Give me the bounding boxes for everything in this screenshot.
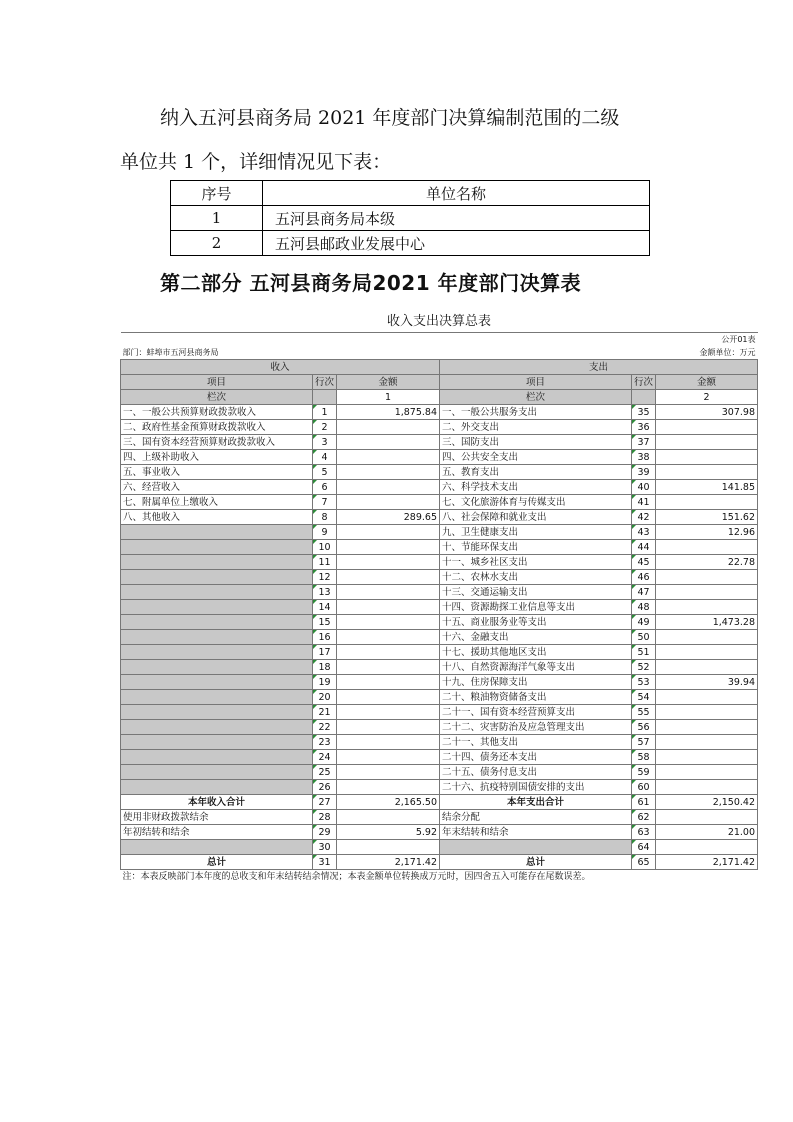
expense-amount: 151.62 <box>656 510 758 525</box>
income-line-no: 28 <box>313 810 337 825</box>
income-expense-table <box>120 310 758 884</box>
expense-amount: 141.85 <box>656 480 758 495</box>
expense-amount <box>656 720 758 735</box>
expense-item: 结余分配 <box>440 810 632 825</box>
income-line-no: 2 <box>313 420 337 435</box>
expense-line-no: 36 <box>632 420 656 435</box>
expense-amount <box>656 420 758 435</box>
income-item <box>121 840 313 855</box>
table-row <box>121 615 758 630</box>
expense-line-no: 47 <box>632 585 656 600</box>
income-amount <box>337 540 440 555</box>
table-row <box>121 690 758 705</box>
income-item <box>121 615 313 630</box>
table-row <box>121 435 758 450</box>
income-line-no: 3 <box>313 435 337 450</box>
expense-line-no: 49 <box>632 615 656 630</box>
expense-item: 七、文化旅游体育与传媒支出 <box>440 495 632 510</box>
income-line-no: 12 <box>313 570 337 585</box>
income-line-no: 11 <box>313 555 337 570</box>
expense-item: 十三、交通运输支出 <box>440 585 632 600</box>
units-header-name: 单位名称 <box>263 181 650 206</box>
intro-line-2: 单位共 1 个，详细情况见下表： <box>120 151 392 173</box>
table-row <box>121 600 758 615</box>
expense-item: 二、外交支出 <box>440 420 632 435</box>
col-lanci: 栏次 <box>121 390 313 405</box>
col-item: 项目 <box>121 375 313 390</box>
col-blank <box>632 390 656 405</box>
unit-name: 五河县邮政业发展中心 <box>263 231 650 256</box>
income-item: 六、经营收入 <box>121 480 313 495</box>
income-item <box>121 585 313 600</box>
expense-amount <box>656 780 758 795</box>
income-amount <box>337 705 440 720</box>
expense-item: 三、国防支出 <box>440 435 632 450</box>
income-amount <box>337 660 440 675</box>
income-item: 年初结转和结余 <box>121 825 313 840</box>
table-row <box>121 495 758 510</box>
expense-line-no: 55 <box>632 705 656 720</box>
expense-amount <box>656 735 758 750</box>
income-amount <box>337 690 440 705</box>
total-row <box>121 855 758 870</box>
total-row <box>121 825 758 840</box>
expense-amount <box>656 750 758 765</box>
income-amount <box>337 555 440 570</box>
income-line-no: 23 <box>313 735 337 750</box>
col-blank <box>313 390 337 405</box>
income-line-no: 29 <box>313 825 337 840</box>
expense-line-no: 52 <box>632 660 656 675</box>
table-row <box>121 525 758 540</box>
income-line-no: 31 <box>313 855 337 870</box>
expense-line-no: 62 <box>632 810 656 825</box>
income-amount <box>337 645 440 660</box>
income-line-no: 24 <box>313 750 337 765</box>
income-amount <box>337 570 440 585</box>
income-amount <box>337 765 440 780</box>
col-index-1: 1 <box>337 390 440 405</box>
expense-line-no: 59 <box>632 765 656 780</box>
expense-amount: 22.78 <box>656 555 758 570</box>
income-item <box>121 690 313 705</box>
income-line-no: 13 <box>313 585 337 600</box>
table-row <box>121 720 758 735</box>
expense-amount <box>656 660 758 675</box>
income-amount <box>337 615 440 630</box>
expense-line-no: 41 <box>632 495 656 510</box>
expense-item: 二十一、其他支出 <box>440 735 632 750</box>
table-row <box>121 450 758 465</box>
expense-amount <box>656 705 758 720</box>
expense-line-no: 63 <box>632 825 656 840</box>
income-item: 总计 <box>121 855 313 870</box>
expense-item: 十五、商业服务业等支出 <box>440 615 632 630</box>
expense-amount <box>656 495 758 510</box>
expense-line-no: 64 <box>632 840 656 855</box>
income-amount: 289.65 <box>337 510 440 525</box>
units-table <box>170 180 650 256</box>
income-line-no: 18 <box>313 660 337 675</box>
unit-no: 1 <box>171 206 263 231</box>
income-line-no: 25 <box>313 765 337 780</box>
table-row <box>121 660 758 675</box>
intro-paragraph <box>120 96 680 184</box>
col-amount: 金额 <box>656 375 758 390</box>
expense-item: 年末结转和结余 <box>440 825 632 840</box>
income-amount <box>337 840 440 855</box>
expense-item: 六、科学技术支出 <box>440 480 632 495</box>
expense-amount <box>656 600 758 615</box>
income-amount <box>337 750 440 765</box>
expense-line-no: 57 <box>632 735 656 750</box>
income-amount <box>337 480 440 495</box>
income-amount: 5.92 <box>337 825 440 840</box>
income-amount <box>337 525 440 540</box>
table-row <box>121 570 758 585</box>
income-item <box>121 540 313 555</box>
income-item: 四、上级补助收入 <box>121 450 313 465</box>
expense-amount <box>656 450 758 465</box>
expense-amount <box>656 570 758 585</box>
expense-line-no: 51 <box>632 645 656 660</box>
units-table-header <box>171 181 650 206</box>
table-row <box>121 540 758 555</box>
income-item <box>121 600 313 615</box>
expense-amount <box>656 630 758 645</box>
total-row <box>121 840 758 855</box>
expense-line-no: 61 <box>632 795 656 810</box>
income-amount: 2,165.50 <box>337 795 440 810</box>
expense-line-no: 37 <box>632 435 656 450</box>
col-line: 行次 <box>313 375 337 390</box>
table-row <box>121 480 758 495</box>
income-amount <box>337 420 440 435</box>
expense-amount: 1,473.28 <box>656 615 758 630</box>
income-item: 三、国有资本经营预算财政拨款收入 <box>121 435 313 450</box>
table-row <box>171 231 650 256</box>
report-dept: 部门：蚌埠市五河县商务局 <box>122 348 219 357</box>
income-amount: 1,875.84 <box>337 405 440 420</box>
expense-line-no: 40 <box>632 480 656 495</box>
table-row <box>121 555 758 570</box>
expense-amount <box>656 435 758 450</box>
income-line-no: 17 <box>313 645 337 660</box>
income-amount <box>337 720 440 735</box>
income-item: 本年收入合计 <box>121 795 313 810</box>
income-line-no: 19 <box>313 675 337 690</box>
expense-line-no: 53 <box>632 675 656 690</box>
income-item <box>121 720 313 735</box>
expense-item: 二十四、债务还本支出 <box>440 750 632 765</box>
expense-item: 十、节能环保支出 <box>440 540 632 555</box>
report-code: 公开01表 <box>721 335 756 344</box>
expense-item <box>440 840 632 855</box>
income-amount <box>337 450 440 465</box>
total-row <box>121 795 758 810</box>
table-row <box>121 780 758 795</box>
income-item <box>121 555 313 570</box>
expense-amount <box>656 465 758 480</box>
expense-line-no: 43 <box>632 525 656 540</box>
expense-amount <box>656 690 758 705</box>
income-amount <box>337 780 440 795</box>
expense-item: 二十二、灾害防治及应急管理支出 <box>440 720 632 735</box>
income-line-no: 26 <box>313 780 337 795</box>
table-row <box>121 765 758 780</box>
income-line-no: 5 <box>313 465 337 480</box>
expense-line-no: 48 <box>632 600 656 615</box>
expense-item: 二十六、抗疫特别国债安排的支出 <box>440 780 632 795</box>
income-line-no: 6 <box>313 480 337 495</box>
income-item: 二、政府性基金预算财政拨款收入 <box>121 420 313 435</box>
expense-item: 本年支出合计 <box>440 795 632 810</box>
expense-line-no: 56 <box>632 720 656 735</box>
expense-line-no: 60 <box>632 780 656 795</box>
report-title: 收入支出决算总表 <box>121 310 758 333</box>
expense-item: 二十五、债务付息支出 <box>440 765 632 780</box>
income-line-no: 10 <box>313 540 337 555</box>
income-line-no: 9 <box>313 525 337 540</box>
col-index-2: 2 <box>656 390 758 405</box>
expense-item: 十二、农林水支出 <box>440 570 632 585</box>
expense-line-no: 65 <box>632 855 656 870</box>
income-item: 五、事业收入 <box>121 465 313 480</box>
income-line-no: 20 <box>313 690 337 705</box>
expense-line-no: 46 <box>632 570 656 585</box>
expense-item: 十一、城乡社区支出 <box>440 555 632 570</box>
income-line-no: 14 <box>313 600 337 615</box>
income-header: 收入 <box>121 360 440 375</box>
expense-item: 十四、资源勘探工业信息等支出 <box>440 600 632 615</box>
total-row <box>121 810 758 825</box>
intro-line-1: 纳入五河县商务局 2021 年度部门决算编制范围的二级 <box>160 107 620 129</box>
income-amount <box>337 630 440 645</box>
income-line-no: 8 <box>313 510 337 525</box>
income-amount <box>337 810 440 825</box>
unit-no: 2 <box>171 231 263 256</box>
income-item <box>121 705 313 720</box>
expense-line-no: 42 <box>632 510 656 525</box>
table-row <box>121 420 758 435</box>
income-item: 使用非财政拨款结余 <box>121 810 313 825</box>
income-amount <box>337 735 440 750</box>
unit-name: 五河县商务局本级 <box>263 206 650 231</box>
expense-amount <box>656 765 758 780</box>
expense-amount <box>656 585 758 600</box>
income-line-no: 7 <box>313 495 337 510</box>
section-title: 第二部分 五河县商务局2021 年度部门决算表 <box>160 271 582 295</box>
income-line-no: 4 <box>313 450 337 465</box>
expense-line-no: 44 <box>632 540 656 555</box>
table-row <box>121 465 758 480</box>
table-row <box>121 735 758 750</box>
expense-item: 十六、金融支出 <box>440 630 632 645</box>
income-item: 八、其他收入 <box>121 510 313 525</box>
expense-item: 十八、自然资源海洋气象等支出 <box>440 660 632 675</box>
income-item <box>121 675 313 690</box>
income-line-no: 27 <box>313 795 337 810</box>
income-amount <box>337 600 440 615</box>
table-row <box>171 206 650 231</box>
report-note: 注：本表反映部门本年度的总收支和年末结转结余情况；本表金额单位转换成万元时，因四舍五入可能存在尾数误差。 <box>122 871 591 882</box>
income-item <box>121 630 313 645</box>
table-row <box>121 645 758 660</box>
expense-amount <box>656 540 758 555</box>
expense-item: 十九、住房保障支出 <box>440 675 632 690</box>
income-amount: 2,171.42 <box>337 855 440 870</box>
expense-line-no: 39 <box>632 465 656 480</box>
expense-line-no: 50 <box>632 630 656 645</box>
expense-amount <box>656 645 758 660</box>
expense-amount: 307.98 <box>656 405 758 420</box>
income-item <box>121 660 313 675</box>
expense-line-no: 45 <box>632 555 656 570</box>
expense-line-no: 54 <box>632 690 656 705</box>
col-item: 项目 <box>440 375 632 390</box>
expense-item: 四、公共安全支出 <box>440 450 632 465</box>
expense-item: 八、社会保障和就业支出 <box>440 510 632 525</box>
income-item: 一、一般公共预算财政拨款收入 <box>121 405 313 420</box>
income-item <box>121 525 313 540</box>
income-amount <box>337 495 440 510</box>
income-amount <box>337 585 440 600</box>
expense-amount: 39.94 <box>656 675 758 690</box>
expense-item: 九、卫生健康支出 <box>440 525 632 540</box>
income-line-no: 30 <box>313 840 337 855</box>
table-row <box>121 630 758 645</box>
income-amount <box>337 465 440 480</box>
col-line: 行次 <box>632 375 656 390</box>
expense-amount: 2,171.42 <box>656 855 758 870</box>
expense-amount <box>656 810 758 825</box>
income-line-no: 21 <box>313 705 337 720</box>
table-row <box>121 705 758 720</box>
col-amount: 金额 <box>337 375 440 390</box>
income-line-no: 22 <box>313 720 337 735</box>
income-line-no: 1 <box>313 405 337 420</box>
expense-header: 支出 <box>440 360 758 375</box>
report-body <box>121 405 758 795</box>
expense-line-no: 58 <box>632 750 656 765</box>
expense-amount <box>656 840 758 855</box>
income-amount <box>337 675 440 690</box>
income-line-no: 16 <box>313 630 337 645</box>
expense-item: 总计 <box>440 855 632 870</box>
income-item <box>121 645 313 660</box>
expense-item: 五、教育支出 <box>440 465 632 480</box>
expense-item: 十七、援助其他地区支出 <box>440 645 632 660</box>
table-row <box>121 510 758 525</box>
table-row <box>121 405 758 420</box>
expense-item: 二十一、国有资本经营预算支出 <box>440 705 632 720</box>
expense-amount: 12.96 <box>656 525 758 540</box>
expense-line-no: 35 <box>632 405 656 420</box>
report-totals <box>121 795 758 870</box>
income-item <box>121 780 313 795</box>
expense-amount: 2,150.42 <box>656 795 758 810</box>
income-item <box>121 735 313 750</box>
income-item: 七、附属单位上缴收入 <box>121 495 313 510</box>
income-amount <box>337 435 440 450</box>
table-row <box>121 675 758 690</box>
units-header-no: 序号 <box>171 181 263 206</box>
income-item <box>121 570 313 585</box>
table-row <box>121 585 758 600</box>
table-row <box>121 750 758 765</box>
report-unit: 金额单位：万元 <box>699 348 756 357</box>
col-lanci: 栏次 <box>440 390 632 405</box>
expense-item: 二十、粮油物资储备支出 <box>440 690 632 705</box>
expense-amount: 21.00 <box>656 825 758 840</box>
income-item <box>121 750 313 765</box>
income-line-no: 15 <box>313 615 337 630</box>
expense-line-no: 38 <box>632 450 656 465</box>
income-item <box>121 765 313 780</box>
expense-item: 一、一般公共服务支出 <box>440 405 632 420</box>
